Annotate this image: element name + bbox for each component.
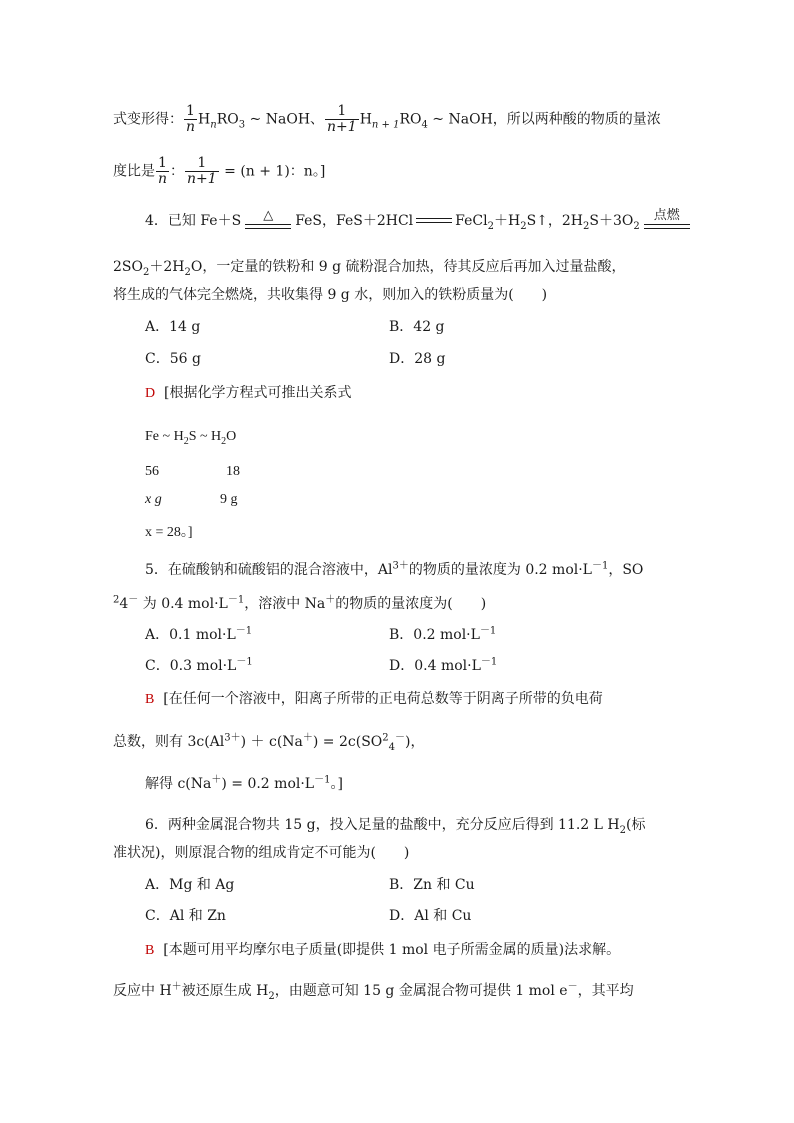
continuation-line-1: [113, 104, 661, 135]
fraction-denominator: n+1: [327, 119, 357, 135]
text: RO: [216, 111, 239, 128]
fraction-denominator: n+1: [187, 171, 217, 187]
subscript: 2: [520, 220, 527, 232]
text: 的物质的量浓度为 0.2 mol·L: [408, 562, 592, 578]
superscript: ＋: [302, 732, 313, 744]
text: H: [198, 111, 211, 128]
q5-stem-line-2: [113, 594, 486, 614]
subscript: 4: [421, 119, 428, 131]
text: FeS，FeS＋2HCl: [295, 213, 414, 229]
text: ) ＋ c(Na: [240, 734, 303, 750]
superscript: －1: [236, 656, 253, 668]
q4-explanation-head: [145, 383, 352, 404]
text: [本题可用平均摩尔电子质量(即提供 1 mol 电子所需金属的质量)法求解。: [163, 942, 621, 958]
text: ) = 0.2 mol·L: [221, 776, 315, 792]
fraction: [185, 156, 219, 187]
superscript: －1: [235, 625, 253, 637]
q4-stem-line-2: [113, 257, 626, 277]
superscript: －1: [227, 594, 245, 606]
fraction: [184, 104, 197, 135]
superscript: －1: [480, 656, 498, 668]
fraction: [325, 104, 359, 135]
subscript: 2: [268, 990, 275, 1002]
text: 总数，则有 3c(Al: [113, 734, 225, 750]
subscript: n: [210, 119, 217, 131]
reaction-condition-heat: [245, 210, 291, 232]
superscript: 3＋: [224, 732, 241, 744]
q5-option-b: [389, 625, 496, 645]
q6-option-c: C．Al 和 Zn: [145, 908, 226, 924]
text: C．0.3 mol·L: [145, 658, 237, 674]
continuation-line-2: [113, 156, 325, 187]
text: ＋2H: [149, 259, 185, 275]
text: O: [226, 429, 237, 444]
q5-stem-line-1: [145, 560, 643, 580]
text: ~ NaOH、: [245, 111, 325, 128]
text: 4: [119, 596, 129, 612]
text: ，溶液中 Na: [244, 596, 326, 612]
subscript: 3: [238, 119, 246, 131]
fraction-numerator: 1: [156, 156, 169, 172]
equals-sign: [416, 216, 452, 226]
text: B．0.2 mol·L: [389, 627, 480, 643]
text: 6．两种金属混合物共 15 g，投入足量的盐酸中，充分反应后得到 11.2 L H: [145, 817, 620, 833]
fraction-numerator: 1: [185, 156, 219, 172]
q5-explanation-line-1: [145, 689, 603, 710]
superscript: －: [567, 981, 578, 993]
q6-explanation-line-1: [145, 940, 620, 961]
text: [在任何一个溶液中，阳离子所带的正电荷总数等于阴离子所带的负电荷: [163, 691, 603, 707]
q4-unknown-a: x g: [145, 492, 162, 507]
text: 被还原生成 H: [181, 983, 269, 999]
text: Fe ~ H: [145, 429, 184, 444]
superscript: ＋: [171, 981, 182, 993]
superscript: ＋: [211, 774, 222, 786]
q5-option-c: [145, 656, 253, 676]
text: 度比是: [113, 163, 155, 180]
q6-explanation-line-2: [113, 981, 634, 1001]
superscript: 3＋: [392, 560, 409, 572]
q4-stem-line-3: 将生成的气体完全燃烧，共收集得 9 g 水，则加入的铁粉质量为( ): [113, 287, 548, 303]
q4-mass-b: 18: [226, 464, 240, 479]
text: H: [359, 111, 372, 128]
fraction-denominator: n: [158, 171, 168, 187]
superscript: ＋: [325, 594, 336, 606]
text: FeCl: [455, 213, 488, 229]
q4-option-d: D．28 g: [389, 351, 446, 367]
text: 。]: [330, 776, 343, 792]
q4-mass-a: 56: [145, 464, 159, 479]
q6-answer-letter: B: [145, 943, 155, 958]
superscript: 2: [113, 594, 120, 606]
text: S＋3O: [589, 213, 634, 229]
subscript: 4: [388, 741, 396, 753]
q4-result: x = 28。]: [145, 525, 193, 540]
text: 5．在硫酸钠和硫酸铝的混合溶液中，Al: [145, 562, 393, 578]
fraction: [156, 156, 169, 187]
text: ＋H: [493, 213, 521, 229]
text: 的物质的量浓度为( ): [335, 596, 487, 612]
fraction-denominator: n: [186, 119, 196, 135]
text: 反应中 H: [113, 983, 172, 999]
subscript: 2: [184, 266, 191, 278]
text: ) = 2c(SO: [312, 734, 383, 750]
q5-explanation-line-2: [113, 732, 424, 752]
superscript: －1: [479, 625, 497, 637]
heat-symbol: △: [263, 208, 274, 223]
text: ：: [170, 163, 185, 180]
fraction-numerator: 1: [325, 104, 359, 120]
subscript: 2: [633, 220, 640, 232]
q4-answer-letter: D: [145, 386, 156, 401]
superscript: －1: [314, 774, 331, 786]
text: RO: [399, 111, 422, 128]
q6-stem-line-1: [145, 815, 645, 835]
text: ，由题意可知 15 g 金属混合物可提供 1 mol e: [274, 983, 568, 999]
q4-option-b: B．42 g: [389, 319, 445, 335]
text: ~ NaOH，所以两种酸的物质的量浓: [427, 111, 661, 128]
superscript: －1: [591, 560, 609, 572]
superscript: －: [128, 594, 139, 606]
q5-option-d: [389, 656, 497, 676]
subscript: 2: [583, 220, 590, 232]
q4-relation-line: [145, 427, 236, 447]
q5-answer-letter: B: [145, 692, 155, 707]
q4-unknown-b: 9 g: [220, 492, 238, 507]
ignite-label: 点燃: [653, 208, 680, 223]
text: )，: [405, 734, 425, 750]
q6-option-a: A．Mg 和 Ag: [145, 877, 235, 893]
subscript: 2: [221, 435, 227, 447]
text: 4．已知 Fe＋S: [145, 213, 242, 229]
superscript: 2: [382, 732, 389, 744]
q6-stem-line-2: 准状况)，则原混合物的组成肯定不可能为( ): [113, 845, 410, 861]
q4-option-a: A．14 g: [145, 319, 201, 335]
q4-option-c: C．56 g: [145, 351, 201, 367]
q5-explanation-line-3: [145, 774, 343, 794]
fraction-numerator: 1: [184, 104, 197, 120]
subscript: 2: [183, 435, 189, 447]
text: 式变形得：: [113, 111, 183, 128]
q6-option-d: D．Al 和 Cu: [389, 908, 472, 924]
text: [根据化学方程式可推出关系式: [164, 385, 352, 401]
q4-stem-line-1: [145, 210, 694, 232]
text: ，其平均: [577, 983, 634, 999]
text: ，SO: [608, 562, 644, 578]
text: 2SO: [113, 259, 143, 275]
text: A．0.1 mol·L: [145, 627, 236, 643]
text: 为 0.4 mol·L: [138, 596, 228, 612]
text: O，一定量的铁粉和 9 g 硫粉混合加热，待其反应后再加入过量盐酸，: [190, 259, 626, 275]
subscript: 2: [487, 220, 494, 232]
text: (标: [626, 817, 646, 833]
text: = (n + 1)：n。]: [219, 163, 326, 180]
subscript: 2: [142, 266, 150, 278]
superscript: －: [395, 732, 406, 744]
reaction-condition-ignite: [644, 210, 690, 232]
subscript: 2: [619, 824, 626, 836]
text: D．0.4 mol·L: [389, 658, 481, 674]
subscript: n + 1: [371, 119, 400, 131]
text: S ~ H: [188, 429, 222, 444]
q5-option-a: [145, 625, 252, 645]
text: 解得 c(Na: [145, 776, 212, 792]
q6-option-b: B．Zn 和 Cu: [389, 877, 475, 893]
text: S↑，2H: [526, 213, 583, 229]
